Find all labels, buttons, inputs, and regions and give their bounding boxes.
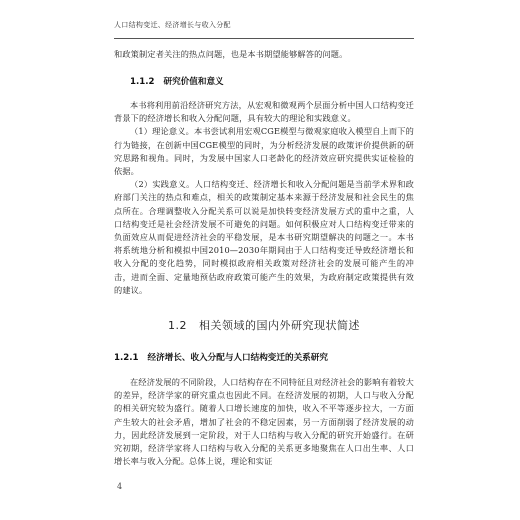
section-1-2-heading (114, 319, 414, 333)
subsection-title: 研究价值和意义 (163, 77, 224, 87)
value-section-body (114, 99, 414, 297)
value-intro-paragraph: 本书将利用前沿经济研究方法，从宏观和微观两个层面分析中国人口结构变迁背景下的经济增长和收入分配问题，具有较大的理论和实践意义。 (114, 100, 414, 124)
subsection-number: 1.1.2 (130, 77, 155, 87)
running-head: 人口结构变迁、经济增长与收入分配 (114, 21, 231, 29)
practical-significance-paragraph: （2）实践意义。人口结构变迁、经济增长和收入分配问题是当前学术界和政府部门关注的热点和难点，相关的政策制定基本来源于经济发展和社会民生的焦点所在。合理调整收入分配关系可以说是加快转变经济发展方式的重中之重，人口结构变迁是社会经济发展不可避免的问题。如何积极应对人口结构变迁带来的负面效应从而促进经济社会的平稳发展，是本书研究期望解决的问题之一。本书将系统地分析和模拟中国2010—2030年期间由于人口结构变迁导致经济增长和收入分配的变化趋势，同时模拟政府相关政策对经济社会的发展可能产生的冲击，进而全面、定量地预估政府政策可能产生的效果，为政府制定政策提供有效的建议。 (114, 179, 414, 295)
subsection-number: 1.2.1 (114, 353, 139, 363)
literature-body (114, 376, 414, 468)
section-number: 1.2 (168, 319, 187, 332)
intro-tail-paragraph: 和政策制定者关注的热点问题，也是本书期望能够解答的问题。 (114, 49, 348, 59)
header-rule (114, 38, 414, 39)
section-1-2-heading-block (114, 319, 414, 333)
section-title: 相关领域的国内外研究现状简述 (199, 319, 360, 332)
intro-tail-block (114, 48, 414, 61)
literature-paragraph: 在经济发展的不同阶段，人口结构存在不同特征且对经济社会的影响有着较大的差异，经济学家的研究重点也因此不同。在经济发展的初期，人口与收入分配的相关研究较为盛行。随着人口增长速度的加快，收入不平等逐步拉大，一方面产生较大的社会矛盾，增加了社会的不稳定因素，另一方面削弱了经济发展的动力，因此经济发展到一定阶段，对于人口结构与收入分配的研究开始盛行。在研究初期，经济学家将人口结构与收入分配的关系更多地聚焦在人口出生率、人口增长率与收入分配。总体上说，理论和实证 (114, 377, 414, 467)
subsection-1-1-2-heading (114, 76, 414, 88)
subsection-1-2-1-heading (114, 352, 414, 364)
theory-significance-paragraph: （1）理论意义。本书尝试利用宏观CGE模型与微观家庭收入模型自上而下的行为链接，在创新中国CGE模型的同时，为分析经济发展的政策评价提供新的研究思路和视角。同时，为发展中国家人口老龄化的经济效应研究提供实证检验的依据。 (114, 126, 414, 177)
page-number: 4 (117, 482, 123, 491)
subsection-title: 经济增长、收入分配与人口结构变迁的关系研究 (147, 353, 328, 363)
